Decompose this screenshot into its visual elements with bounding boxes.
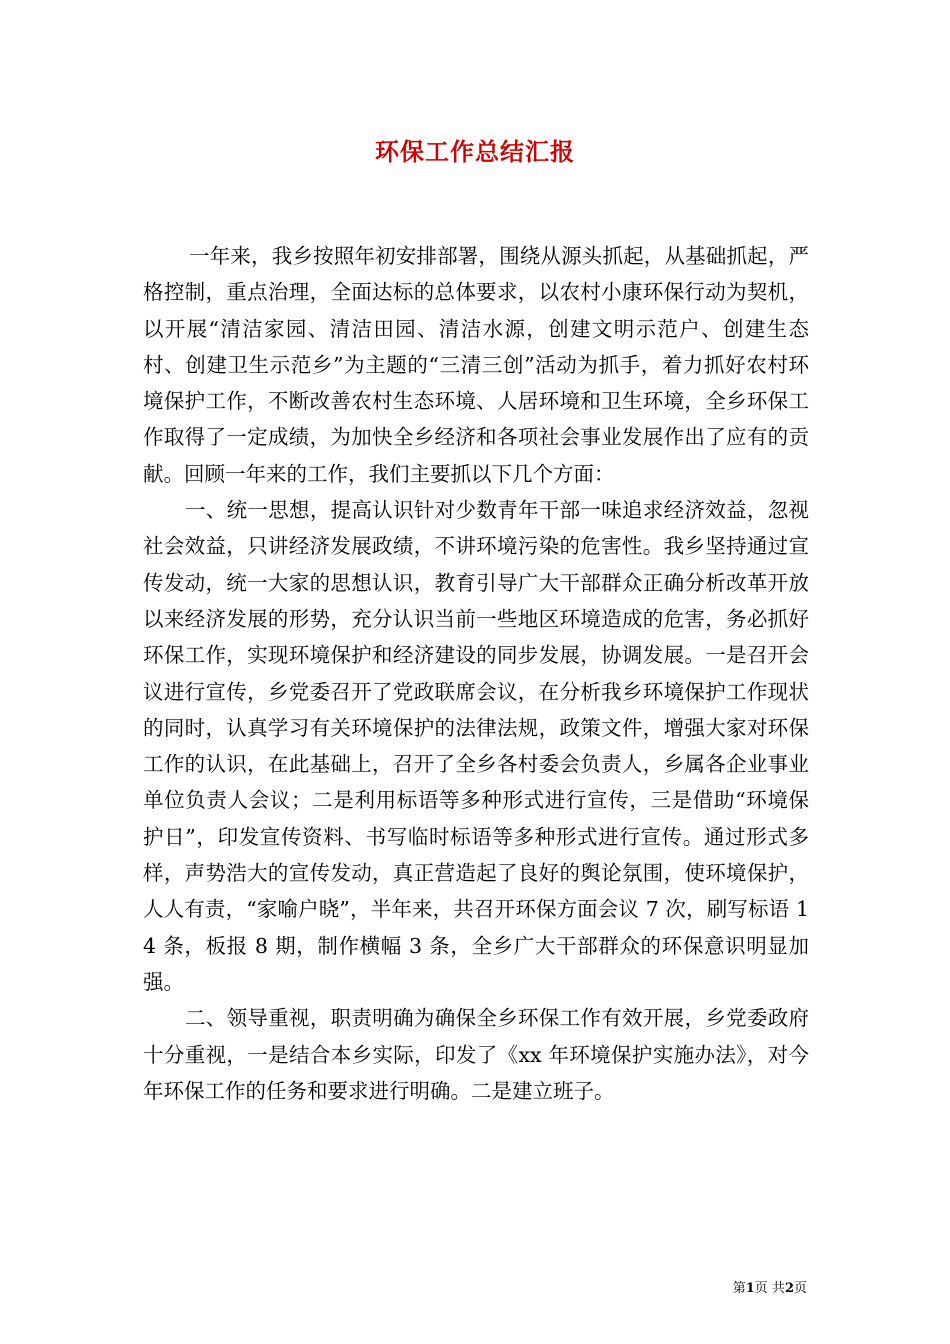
paragraph-intro: 一年来，我乡按照年初安排部署，围绕从源头抓起，从基础抓起，严格控制，重点治理，全面达标的总体要求，以农村小康环保行动为契机，以开展“清洁家园、清洁田园、清洁水源，创建文明示范户、创建生态村、创建卫生示范乡”为主题的“三清三创”活动为抓手，着力抓好农村环境保护工作，不断改善农村生态环境、人居环境和卫生环境，全乡环保工作取得了一定成绩，为加快全乡经济和各项社会事业发展作出了应有的贡献。回顾一年来的工作，我们主要抓以下几个方面： [143, 244, 809, 486]
page-title: 环保工作总结汇报 [375, 137, 575, 166]
footer-total-pages: 2 [784, 1281, 794, 1296]
footer-middle: 页 共 [754, 1281, 785, 1296]
paragraph-section-2: 二、领导重视，职责明确为确保全乡环保工作有效开展，乡党委政府十分重视，一是结合本乡实际，印发了《xx 年环境保护实施办法》，对今年环保工作的任务和要求进行明确。二是建立班子。 [143, 1006, 809, 1103]
footer-prefix: 第 [732, 1281, 746, 1296]
document-body [143, 238, 809, 1109]
footer-suffix: 页 [793, 1281, 807, 1296]
paragraph-section-1: 一、统一思想，提高认识针对少数青年干部一味追求经济效益，忽视社会效益，只讲经济发展政绩，不讲环境污染的危害性。我乡坚持通过宣传发动，统一大家的思想认识，教育引导广大干部群众正确分析改革开放以来经济发展的形势，充分认识当前一些地区环境造成的危害，务必抓好环保工作，实现环境保护和经济建设的同步发展，协调发展。一是召开会议进行宣传，乡党委召开了党政联席会议，在分析我乡环境保护工作现状的同时，认真学习有关环境保护的法律法规，政策文件，增强大家对环保工作的认识，在此基础上，召开了全乡各村委会负责人，乡属各企业事业单位负责人会议；二是利用标语等多种形式进行宣传，三是借助“环境保护日”，印发宣传资料、书写临时标语等多种形式进行宣传。通过形式多样，声势浩大的宣传发动，真正营造起了良好的舆论氛围，使环境保护，人人有责，“家喻户晓”，半年来，共召开环保方面会议 7 次，刷写标语 14 条，板报 8 期，制作横幅 3 条，全乡广大干部群众的环保意识明显加强。 [143, 498, 809, 994]
footer-current-page: 1 [745, 1281, 755, 1296]
page-number-footer [733, 1277, 807, 1296]
